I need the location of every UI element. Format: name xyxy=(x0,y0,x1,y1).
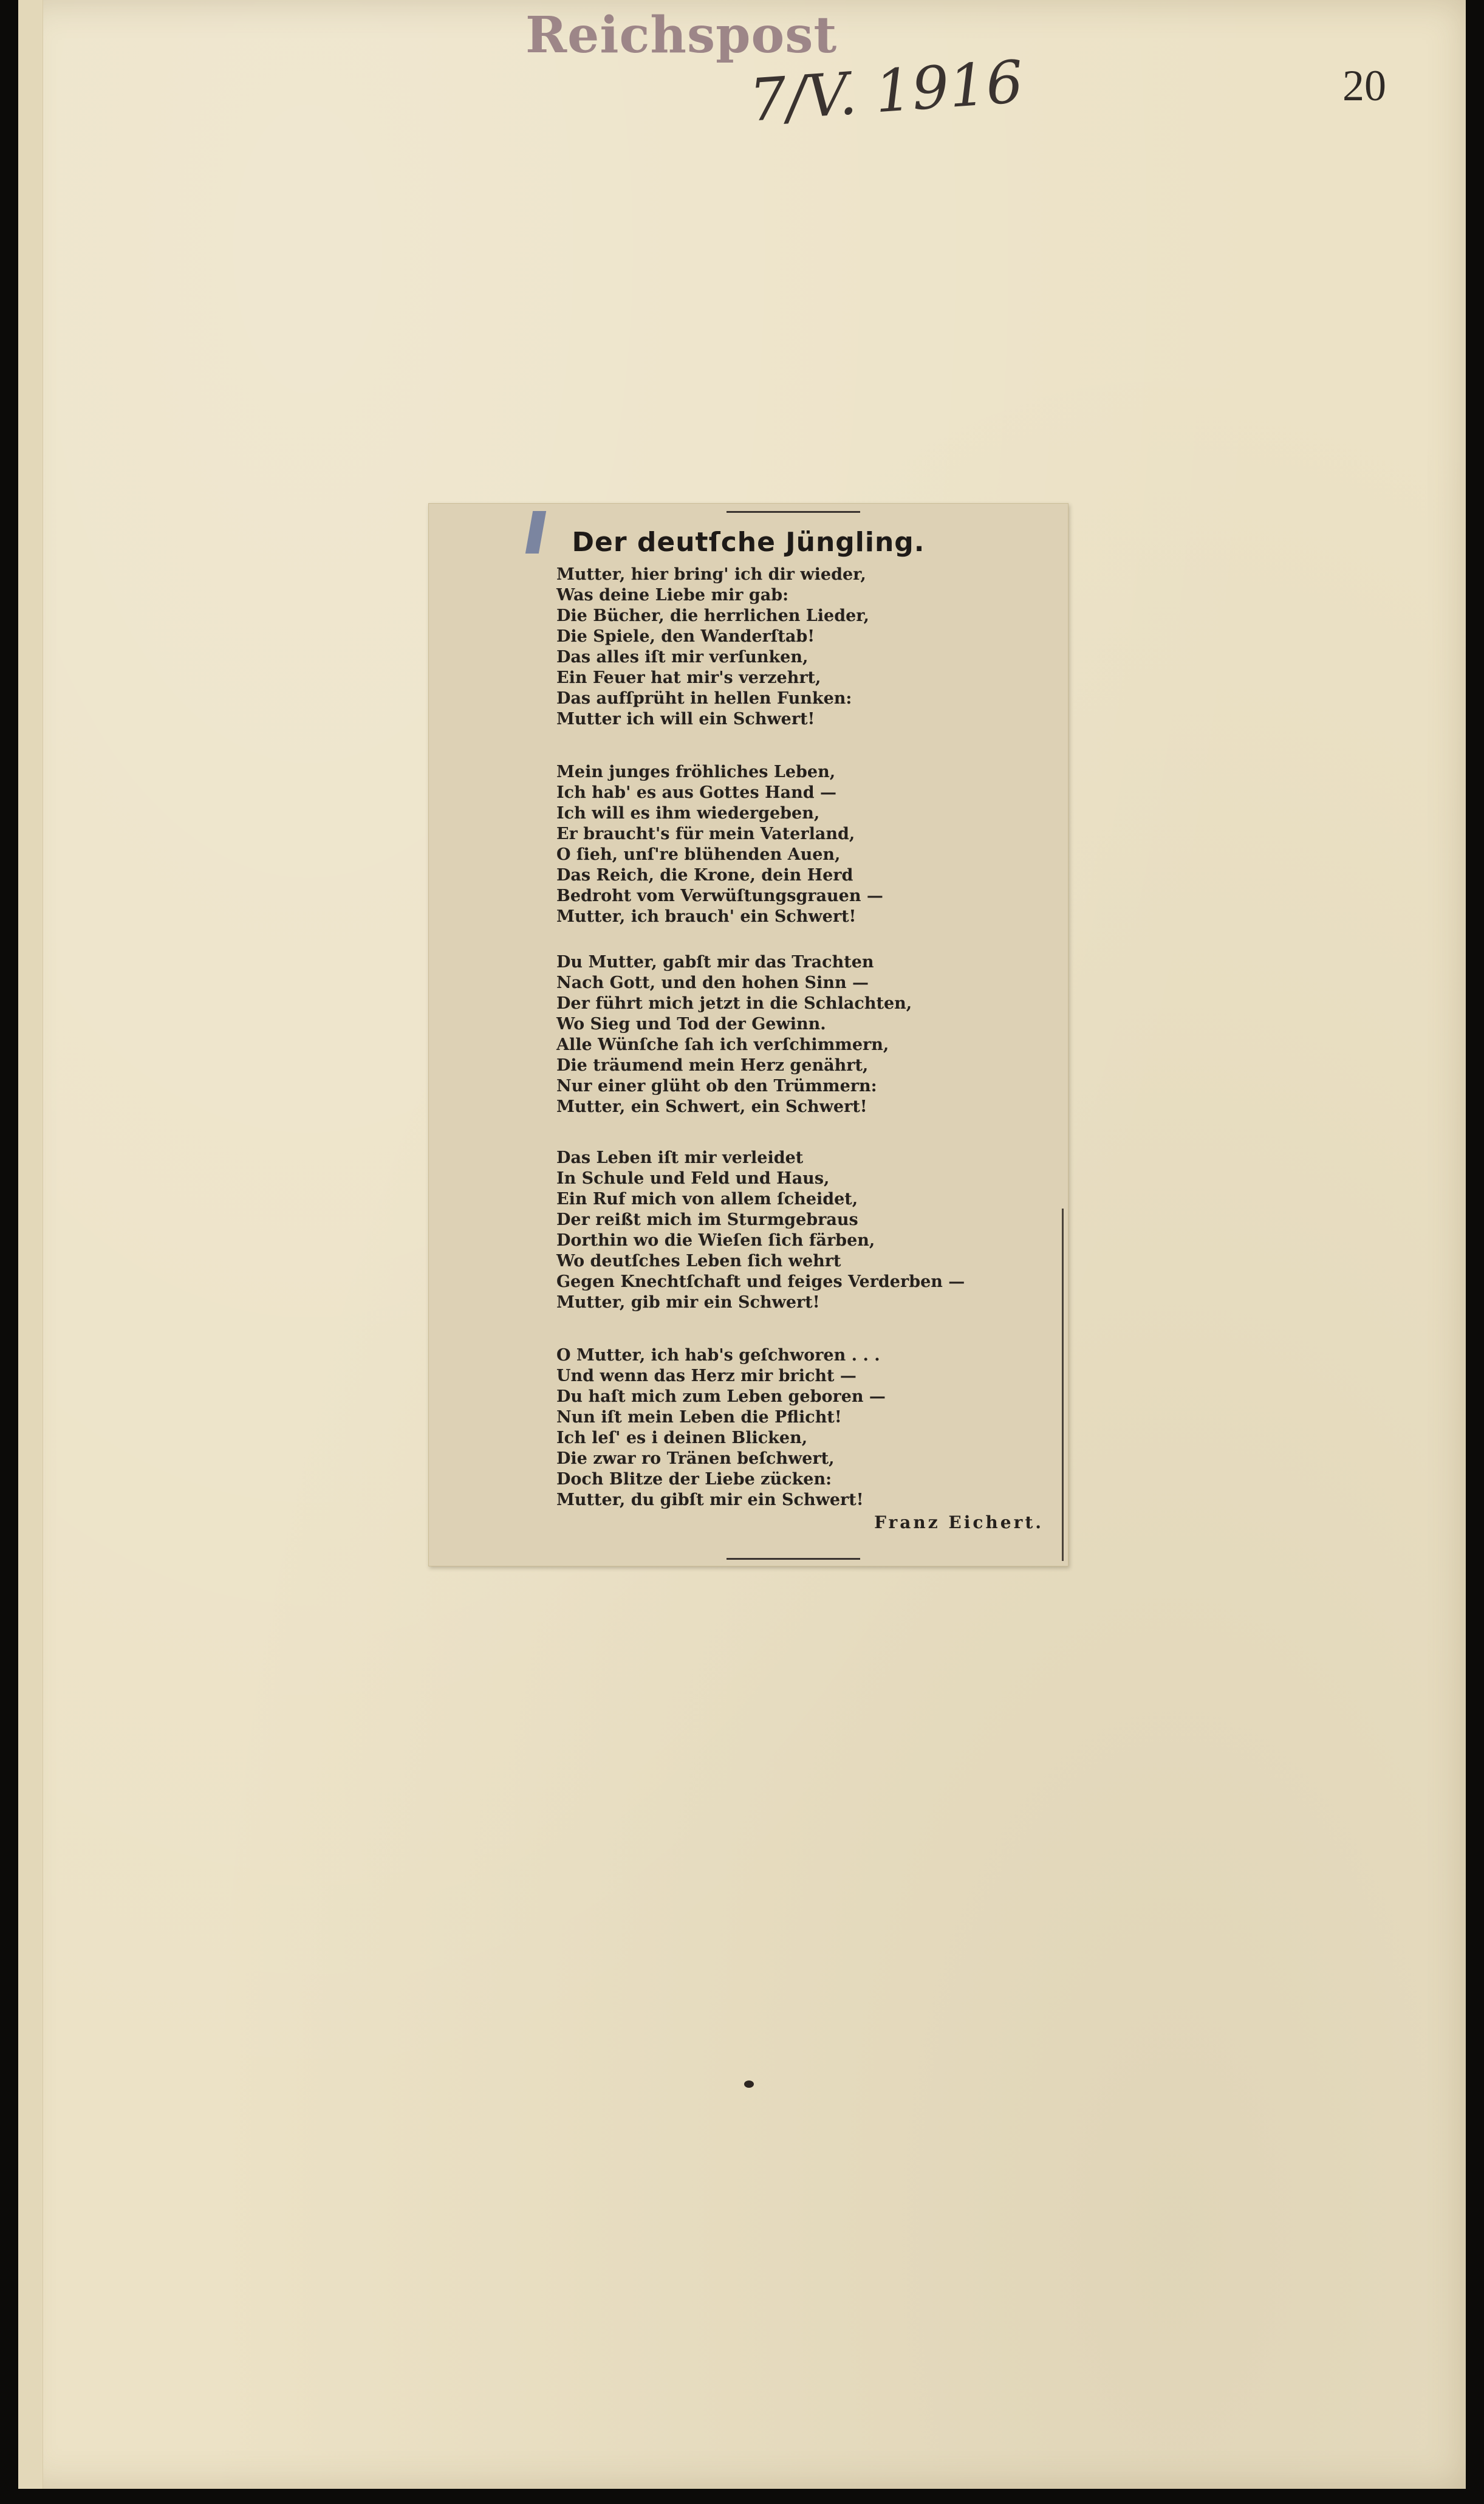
stanza-2 xyxy=(556,762,1055,927)
poem-line: Du Mutter, gabſt mir das Trachten xyxy=(556,953,874,972)
column-rule xyxy=(1062,1209,1064,1561)
poem-line: Nun iſt mein Leben die Pflicht! xyxy=(556,1408,842,1427)
poem-line: Was deine Liebe mir gab: xyxy=(556,586,789,605)
poem-line: Das alles iſt mir verſunken, xyxy=(556,648,809,667)
poem-line: Das Reich, die Krone, dein Herd xyxy=(556,866,853,885)
title-rule-top xyxy=(727,511,860,513)
poem-line: Die zwar ro Tränen beſchwert, xyxy=(556,1449,835,1468)
poem-line: Wo Sieg und Tod der Gewinn. xyxy=(556,1015,826,1034)
poem-line: Bedroht vom Verwüſtungsgrauen — xyxy=(556,887,883,905)
poem-line: Nach Gott, und den hohen Sinn — xyxy=(556,973,869,992)
poem-line: Die träumend mein Herz genährt, xyxy=(556,1056,869,1075)
stanza-4 xyxy=(556,1148,1055,1313)
stanza-1 xyxy=(556,564,1055,730)
poem-line: Mutter, ich brauch' ein Schwert! xyxy=(556,907,857,926)
poem-line: Dorthin wo die Wieſen ſich färben, xyxy=(556,1231,875,1250)
poem-line: Mutter ich will ein Schwert! xyxy=(556,710,815,729)
poem-line: Die Bücher, die herrlichen Lieder, xyxy=(556,606,869,625)
poem-line: Mutter, hier bring' ich dir wieder, xyxy=(556,565,866,584)
poem-line: Du haſt mich zum Leben geboren — xyxy=(556,1387,886,1406)
handwritten-date: 7/V. 1916 xyxy=(747,47,1026,135)
poem-line: Wo deutſches Leben ſich wehrt xyxy=(556,1252,841,1271)
poem-author: Franz Eichert. xyxy=(874,1512,1044,1532)
ink-spot xyxy=(744,2080,754,2088)
poem-line: Mutter, du gibſt mir ein Schwert! xyxy=(556,1490,864,1509)
page-number: 20 xyxy=(1342,61,1386,110)
poem-line: Das aufſprüht in hellen Funken: xyxy=(556,689,852,708)
poem-title: Der deutſche Jüngling. xyxy=(572,527,925,558)
poem-line: O Mutter, ich hab's geſchworen . . . xyxy=(556,1346,880,1365)
poem-line: Nur einer glüht ob den Trümmern: xyxy=(556,1077,877,1096)
poem-line: O ſieh, unſ're blühenden Auen, xyxy=(556,845,841,864)
poem-line: Gegen Knechtſchaft und feiges Verderben — xyxy=(556,1272,965,1291)
poem-line: Der führt mich jetzt in die Schlachten, xyxy=(556,994,912,1013)
poem-line: Mein junges fröhliches Leben, xyxy=(556,763,836,781)
poem-line: Ein Ruf mich von allem ſcheidet, xyxy=(556,1190,858,1209)
poem-line: Der reißt mich im Sturmgebraus xyxy=(556,1210,858,1229)
poem-line: Doch Blitze der Liebe zücken: xyxy=(556,1470,832,1489)
poem-line: Ich leſ' es i deinen Blicken, xyxy=(556,1429,808,1447)
poem-line: Mutter, ein Schwert, ein Schwert! xyxy=(556,1097,867,1116)
poem-line: Mutter, gib mir ein Schwert! xyxy=(556,1293,820,1312)
stanza-3 xyxy=(556,952,1055,1117)
poem-line: Alle Wünſche ſah ich verſchimmern, xyxy=(556,1035,889,1054)
poem-line: Das Leben iſt mir verleidet xyxy=(556,1148,804,1167)
page-binding-strip xyxy=(18,0,43,2489)
poem-line: Und wenn das Herz mir bricht — xyxy=(556,1367,857,1385)
newspaper-stamp: Reichspost xyxy=(525,6,838,64)
newspaper-clipping xyxy=(428,503,1069,1566)
poem-line: Ich hab' es aus Gottes Hand — xyxy=(556,783,836,802)
poem-line: Die Spiele, den Wanderſtab! xyxy=(556,627,815,646)
poem-line: In Schule und Feld und Haus, xyxy=(556,1169,830,1188)
poem-line: Er braucht's für mein Vaterland, xyxy=(556,825,855,843)
poem-line: Ich will es ihm wiedergeben, xyxy=(556,804,820,823)
end-rule xyxy=(727,1558,860,1560)
poem-line: Ein Feuer hat mir's verzehrt, xyxy=(556,668,821,687)
stanza-5 xyxy=(556,1345,1055,1511)
